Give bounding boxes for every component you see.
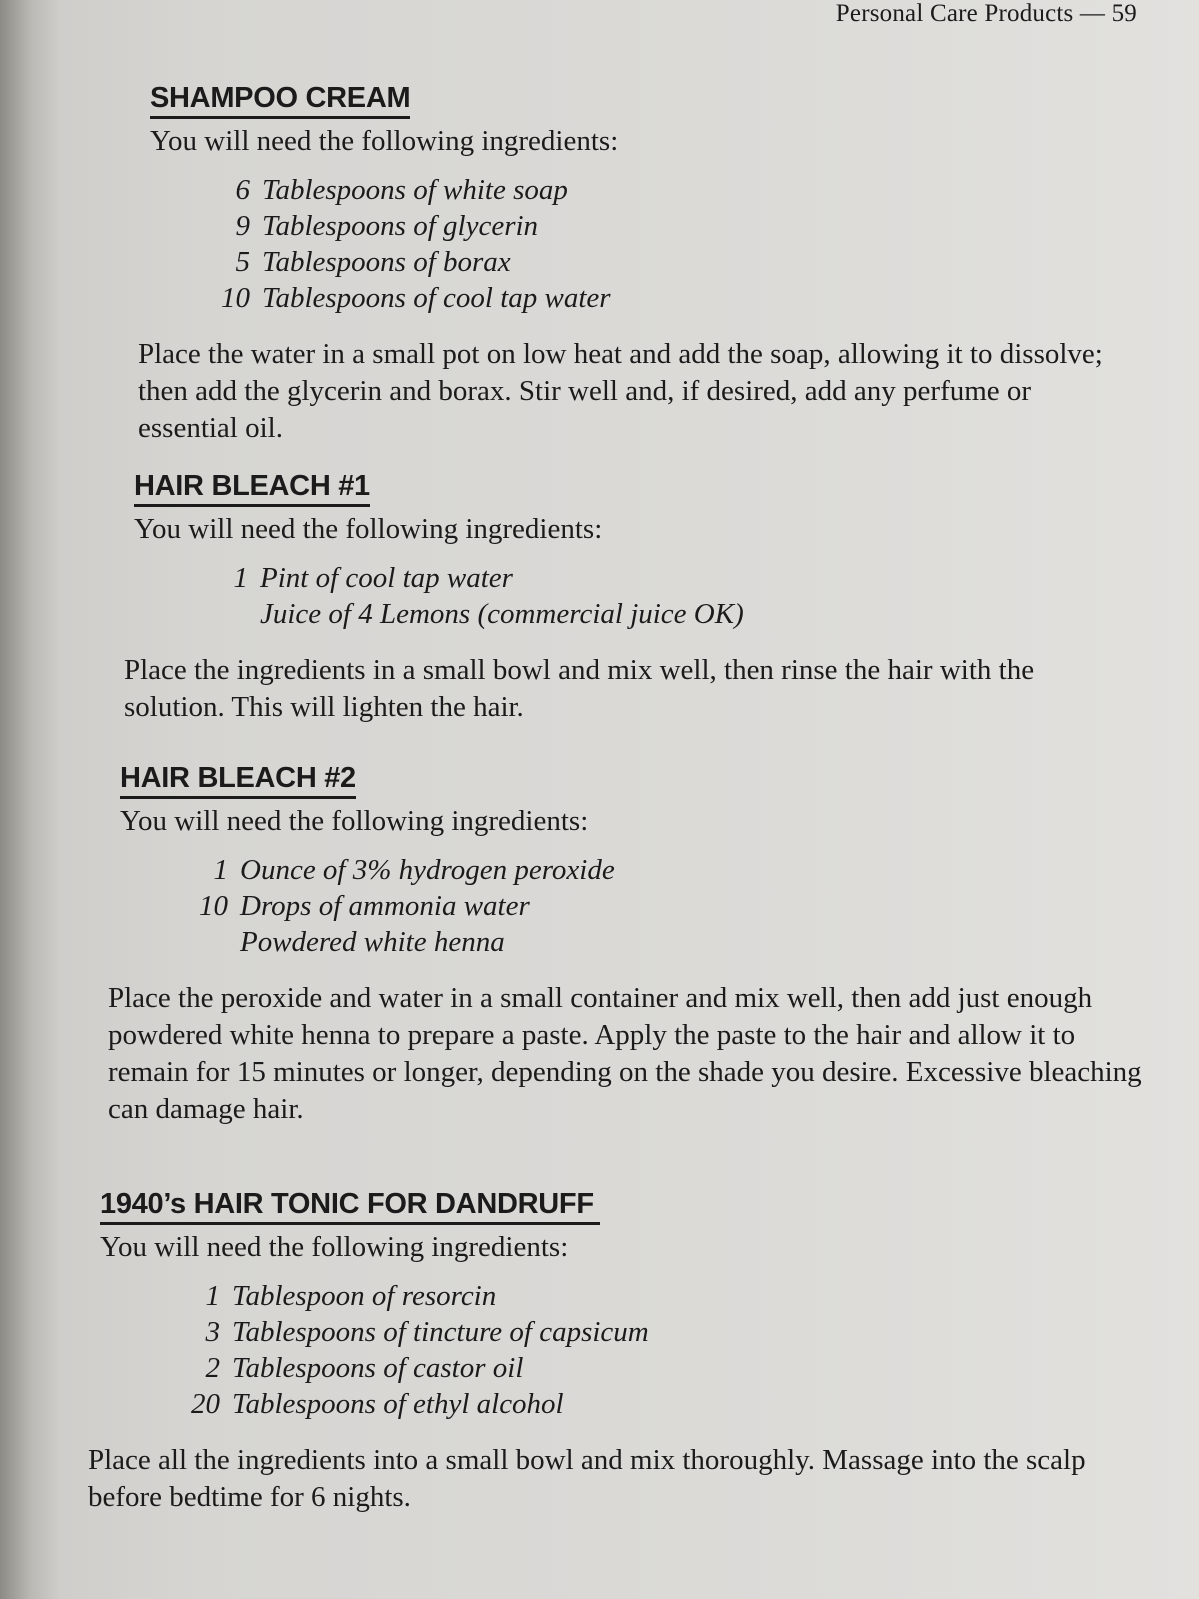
ingredient-quantity (118, 596, 260, 632)
section-hair-tonic (88, 1188, 1140, 1516)
ingredient-text: Tablespoons of ethyl alcohol (232, 1388, 564, 1420)
ingredient-text: Drops of ammonia water (240, 890, 530, 922)
running-head: Personal Care Products — 59 (835, 0, 1137, 27)
ingredient-list (90, 1278, 1140, 1422)
section-shampoo-cream (138, 82, 1130, 447)
instructions: Place the peroxide and water in a small container and mix well, then add just enough powdered white henna to prepare a paste. Apply the paste to the hair and allow it to remain for 15 minutes or longer, depending on the shade you desire. Excessive bleaching can damage hair. (108, 982, 1142, 1125)
ingredient-item (98, 852, 1130, 888)
ingredient-item (90, 1386, 1140, 1422)
ingredient-text: Tablespoons of tincture of capsicum (232, 1316, 649, 1348)
instructions: Place the water in a small pot on low heat and add the soap, allowing it to dissolve; then add the glycerin and borax. Stir well and, if desired, add any perfume or essential oil. (138, 338, 1103, 444)
ingredient-text: Tablespoons of cool tap water (262, 282, 611, 314)
section-title: SHAMPOO CREAM (150, 82, 410, 119)
ingredient-item (98, 888, 1130, 924)
ingredient-list (98, 852, 1130, 960)
ingredients-intro: You will need the following ingredients: (120, 805, 589, 837)
ingredient-quantity: 3 (205, 1316, 220, 1348)
ingredient-item (120, 172, 1130, 208)
ingredient-text: Powdered white henna (240, 926, 505, 958)
ingredient-item (120, 280, 1130, 316)
instructions: Place all the ingredients into a small bowl and mix thoroughly. Massage into the scalp before bedtime for 6 nights. (88, 1444, 1086, 1513)
ingredient-item (90, 1350, 1140, 1386)
section-title: 1940’s HAIR TONIC FOR DANDRUFF (100, 1188, 600, 1225)
ingredient-list (120, 172, 1130, 316)
ingredient-quantity: 6 (235, 174, 250, 206)
ingredient-text: Tablespoons of borax (262, 246, 511, 278)
ingredient-text: Tablespoons of white soap (262, 174, 568, 206)
ingredients-intro: You will need the following ingredients: (150, 125, 619, 157)
ingredient-quantity: 10 (199, 890, 228, 922)
ingredient-item (90, 1278, 1140, 1314)
instructions: Place the ingredients in a small bowl and mix well, then rinse the hair with the solution. This will lighten the hair. (124, 654, 1035, 723)
ingredients-intro: You will need the following ingredients: (134, 513, 603, 545)
ingredient-quantity: 2 (205, 1352, 220, 1384)
ingredient-text: Tablespoons of glycerin (262, 210, 539, 242)
section-title: HAIR BLEACH #2 (120, 762, 356, 799)
section-hair-bleach-2 (108, 762, 1142, 1128)
ingredient-item (98, 924, 1130, 960)
ingredient-quantity: 10 (221, 282, 250, 314)
ingredient-quantity: 5 (235, 246, 250, 278)
ingredient-quantity: 1 (205, 1280, 220, 1312)
ingredients-intro: You will need the following ingredients: (100, 1231, 569, 1263)
ingredient-item (120, 208, 1130, 244)
section-title: HAIR BLEACH #1 (134, 470, 370, 507)
ingredient-text: Tablespoons of castor oil (232, 1352, 524, 1384)
ingredient-text: Ounce of 3% hydrogen peroxide (240, 854, 615, 886)
ingredient-quantity: 9 (235, 210, 250, 242)
ingredient-item (118, 596, 1114, 632)
ingredient-quantity: 1 (233, 562, 248, 594)
ingredient-text: Pint of cool tap water (260, 562, 513, 594)
ingredient-quantity: 20 (191, 1388, 220, 1420)
ingredient-list (118, 560, 1114, 632)
section-hair-bleach-1 (124, 470, 1114, 726)
ingredient-quantity (98, 924, 240, 960)
ingredient-text: Juice of 4 Lemons (commercial juice OK) (260, 598, 744, 630)
ingredient-item (118, 560, 1114, 596)
ingredient-item (90, 1314, 1140, 1350)
ingredient-quantity: 1 (213, 854, 228, 886)
ingredient-text: Tablespoon of resorcin (232, 1280, 497, 1312)
ingredient-item (120, 244, 1130, 280)
